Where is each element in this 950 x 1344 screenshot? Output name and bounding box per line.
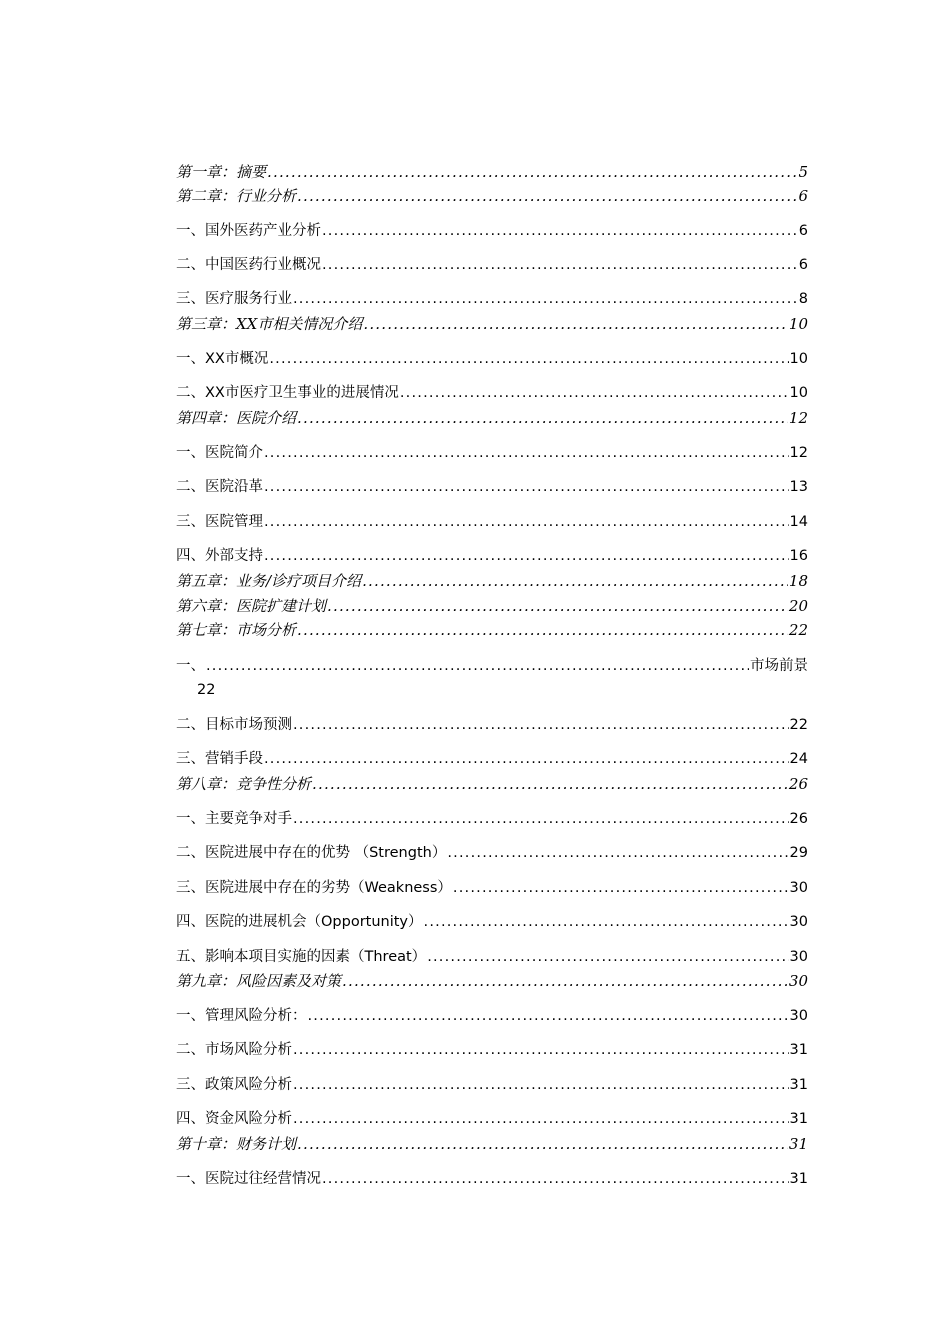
- toc-leader-dots: [264, 476, 789, 498]
- toc-entry-section[interactable]: [176, 382, 808, 404]
- toc-entry-label: 第一章：摘要: [176, 163, 267, 181]
- toc-leader-dots: [264, 442, 789, 464]
- toc-entry-label: 第二章：行业分析: [176, 187, 297, 205]
- toc-entry-page: 12: [789, 445, 808, 461]
- toc-entry-label: 四、医院的进展机会（Opportunity）: [176, 914, 423, 930]
- toc-entry-section[interactable]: [176, 545, 808, 567]
- toc-entry-chapter-4[interactable]: [176, 407, 808, 429]
- toc-entry-page: 10: [788, 315, 808, 333]
- toc-entry-label: 第九章：风险因素及对策: [176, 972, 342, 990]
- toc-leader-dots: [264, 748, 789, 770]
- toc-entry-section[interactable]: [176, 1005, 808, 1027]
- toc-entry-section[interactable]: [176, 476, 808, 498]
- toc-leader-dots: [297, 407, 788, 429]
- toc-entry-page: 31: [789, 1042, 808, 1058]
- toc-entry-section[interactable]: [176, 220, 808, 242]
- toc-entry-section[interactable]: [176, 442, 808, 464]
- toc-entry-page: 22: [789, 717, 808, 733]
- toc-entry-label: 一、主要竞争对手: [176, 811, 292, 827]
- toc-leader-dots: [312, 773, 788, 795]
- toc-entry-label: 二、目标市场预测: [176, 717, 292, 733]
- toc-entry-section[interactable]: [176, 254, 808, 276]
- toc-leader-dots: [342, 970, 788, 992]
- toc-entry-page: 6: [798, 223, 808, 239]
- toc-entry-page: 31: [789, 1111, 808, 1127]
- toc-entry-page: 29: [789, 845, 808, 861]
- toc-entry-page: 30: [789, 880, 808, 896]
- toc-entry-label: 一、医院简介: [176, 445, 263, 461]
- toc-entry-label: 二、中国医药行业概况: [176, 257, 321, 273]
- toc-entry-section[interactable]: [176, 842, 808, 864]
- toc-entry-label: 三、营销手段: [176, 751, 263, 767]
- toc-entry-label: 三、医疗服务行业: [176, 291, 292, 307]
- toc-entry-label: 二、市场风险分析: [176, 1042, 292, 1058]
- toc-entry-label: 第七章：市场分析: [176, 621, 297, 639]
- toc-entry-chapter-9[interactable]: [176, 970, 808, 992]
- toc-entry-label: 第六章：医院扩建计划: [176, 597, 327, 615]
- toc-entry-page: 30: [789, 914, 808, 930]
- toc-entry-label: 第四章：医院介绍: [176, 409, 297, 427]
- toc-leader-dots: [400, 382, 789, 404]
- toc-entry-section[interactable]: [176, 748, 808, 770]
- toc-entry-page: 30: [789, 1008, 808, 1024]
- toc-entry-page: 26: [789, 811, 808, 827]
- toc-entry-page: 16: [789, 548, 808, 564]
- toc-entry-section[interactable]: [176, 911, 808, 933]
- toc-entry-page: 8: [798, 291, 808, 307]
- toc-entry-chapter-5[interactable]: [176, 570, 808, 592]
- toc-leader-dots: [293, 808, 789, 830]
- toc-entry-page: 14: [789, 514, 808, 530]
- toc-entry-section[interactable]: [176, 1108, 808, 1130]
- toc-leader-dots: [269, 348, 788, 370]
- toc-entry-label: 三、医院管理: [176, 514, 263, 530]
- toc-entry-label: 第八章：竞争性分析: [176, 775, 312, 793]
- toc-entry-page: 31: [789, 1171, 808, 1187]
- toc-entry-label: 三、医院进展中存在的劣势（Weakness）: [176, 880, 452, 896]
- toc-leader-dots: [322, 1168, 789, 1190]
- toc-entry-page: 30: [788, 972, 808, 990]
- toc-entry-chapter-2[interactable]: [176, 185, 808, 207]
- toc-entry-chapter-3[interactable]: [176, 313, 808, 335]
- toc-entry-label: 二、医院沿革: [176, 479, 263, 495]
- toc-entry-section[interactable]: [176, 288, 808, 310]
- toc-leader-dots: [447, 842, 788, 864]
- toc-leader-dots: [264, 511, 789, 533]
- toc-leader-dots: [427, 946, 788, 968]
- toc-leader-dots: [297, 1133, 788, 1155]
- toc-leader-dots: [308, 1005, 789, 1027]
- toc-entry-label: 一、: [176, 658, 205, 674]
- toc-leader-dots: [362, 570, 788, 592]
- toc-entry-page: 31: [789, 1077, 808, 1093]
- toc-entry-page: 31: [788, 1135, 808, 1153]
- toc-entry-page: 13: [789, 479, 808, 495]
- toc-entry-section[interactable]: [176, 348, 808, 370]
- toc-leader-dots: [293, 1039, 789, 1061]
- toc-entry-chapter-8[interactable]: [176, 773, 808, 795]
- toc-entry-page: 30: [789, 949, 808, 965]
- toc-entry-page: 10: [789, 351, 808, 367]
- toc-entry-section[interactable]: [176, 511, 808, 533]
- toc-entry-page: 6: [798, 257, 808, 273]
- toc-entry-page: 6: [798, 187, 808, 205]
- toc-entry-page: 20: [788, 597, 808, 615]
- toc-entry-page: 22: [788, 621, 808, 639]
- toc-entry-label: 一、管理风险分析：: [176, 1008, 307, 1024]
- toc-entry-section[interactable]: [176, 1039, 808, 1061]
- toc-entry-label: 五、影响本项目实施的因素（Threat）: [176, 949, 427, 965]
- toc-entry-label: 一、XX市概况: [176, 351, 269, 367]
- toc-entry-chapter-1[interactable]: [176, 161, 808, 183]
- toc-entry-section[interactable]: [176, 1074, 808, 1096]
- toc-leader-dots: [206, 655, 749, 677]
- toc-leader-dots: [293, 1108, 789, 1130]
- toc-entry-label: 二、医院进展中存在的优势 （Strength）: [176, 845, 447, 861]
- toc-leader-dots: [293, 714, 789, 736]
- toc-entry-chapter-6[interactable]: [176, 595, 808, 617]
- toc-entry-chapter-10[interactable]: [176, 1133, 808, 1155]
- toc-entry-label: 第三章：XX市相关情况介绍: [176, 315, 363, 333]
- toc-leader-dots: [267, 161, 797, 183]
- toc-leader-dots: [322, 220, 798, 242]
- toc-entry-label: 三、政策风险分析: [176, 1077, 292, 1093]
- toc-entry-chapter-7[interactable]: [176, 619, 808, 641]
- toc-entry-page: 12: [788, 409, 808, 427]
- toc-leader-dots: [453, 877, 789, 899]
- toc-entry-page: 26: [788, 775, 808, 793]
- toc-leader-dots: [327, 595, 788, 617]
- toc-entry-page: 24: [789, 751, 808, 767]
- toc-entry-section[interactable]: [176, 946, 808, 968]
- toc-entry-label-wrapped: 市场前景: [750, 658, 808, 674]
- toc-entry-page: 5: [798, 163, 808, 181]
- toc-entry-section[interactable]: [176, 1168, 808, 1190]
- toc-leader-dots: [293, 288, 798, 310]
- toc-leader-dots: [297, 185, 797, 207]
- toc-entry-label: 四、外部支持: [176, 548, 263, 564]
- toc-leader-dots: [424, 911, 789, 933]
- toc-leader-dots: [264, 545, 789, 567]
- toc-entry-section[interactable]: [176, 714, 808, 736]
- toc-leader-dots: [322, 254, 798, 276]
- toc-entry-page: 18: [788, 572, 808, 590]
- toc-leader-dots: [363, 313, 788, 335]
- toc-entry-label: 第五章：业务/诊疗项目介绍: [176, 572, 362, 590]
- toc-entry-page-wrapped: 22: [197, 682, 216, 698]
- toc-entry-section[interactable]: [176, 808, 808, 830]
- toc-entry-label: 第十章：财务计划: [176, 1135, 297, 1153]
- toc-entry-label: 四、资金风险分析: [176, 1111, 292, 1127]
- toc-entry-page: 10: [789, 385, 808, 401]
- toc-entry-label: 一、国外医药产业分析: [176, 223, 321, 239]
- toc-leader-dots: [297, 619, 788, 641]
- toc-entry-label: 二、XX市医疗卫生事业的进展情况: [176, 385, 399, 401]
- toc-entry-section[interactable]: [176, 877, 808, 899]
- toc-entry-label: 一、医院过往经营情况: [176, 1171, 321, 1187]
- toc-leader-dots: [293, 1074, 789, 1096]
- toc-entry-section-market-outlook[interactable]: [176, 655, 808, 677]
